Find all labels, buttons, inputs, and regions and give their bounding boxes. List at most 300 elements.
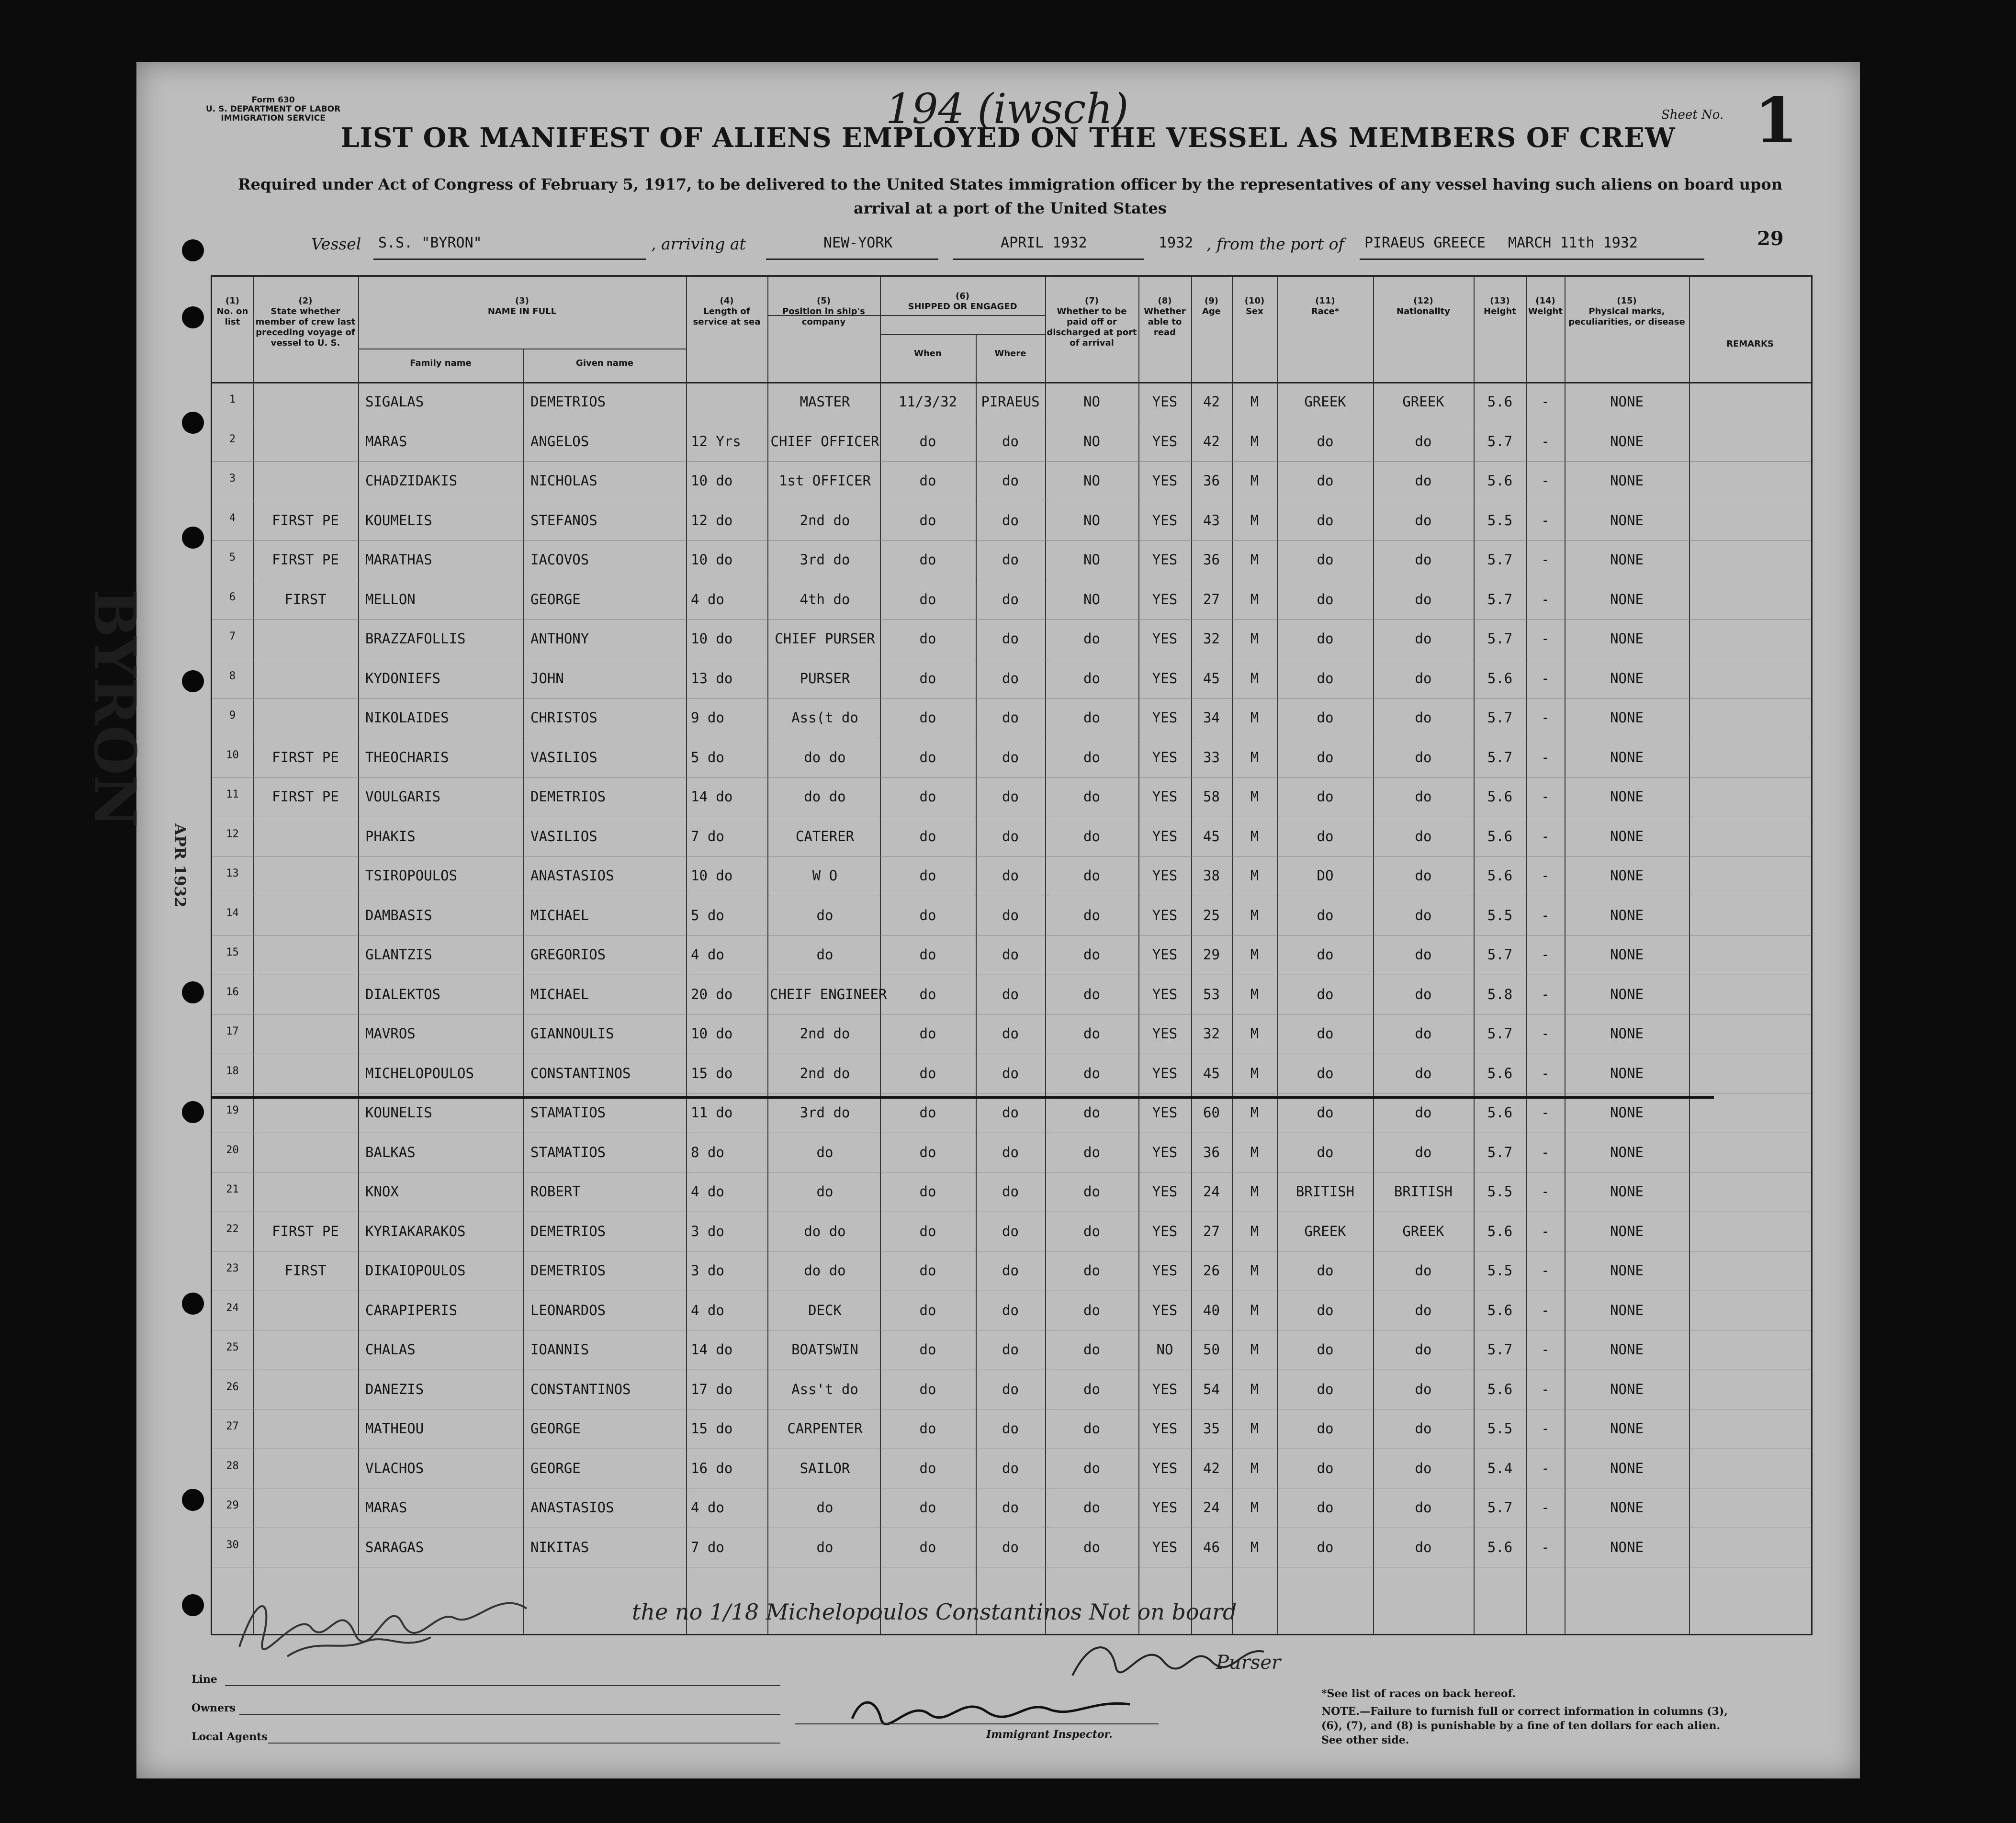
row-20-family: BALKAS [365, 1144, 416, 1160]
form-id [206, 96, 340, 123]
row-12-paid: do [1083, 828, 1100, 844]
row-10-given: VASILIOS [530, 749, 597, 765]
row-2-paid: NO [1083, 433, 1100, 450]
row-4-service: 12 do [691, 512, 733, 529]
row-12-given: VASILIOS [530, 828, 597, 844]
arrival-date: APRIL 1932 [1001, 235, 1087, 251]
row-6-height: 5.7 [1487, 591, 1513, 608]
col-header-family-name: Family name [410, 358, 472, 368]
col-header-nationality: (12) Nationality [1397, 296, 1450, 316]
row-26-read: YES [1152, 1381, 1178, 1397]
row-2-service: 12 Yrs [691, 433, 741, 450]
row-8-service: 13 do [691, 670, 733, 686]
row-4-sex: M [1250, 512, 1259, 529]
row-6-where: do [1002, 591, 1019, 608]
col-header-race: (11) Race* [1311, 296, 1340, 316]
row-21-marks: NONE [1610, 1183, 1644, 1200]
row-22-race: GREEK [1304, 1223, 1346, 1239]
row-10-height: 5.7 [1487, 749, 1513, 765]
row-10-prev: FIRST PE [272, 749, 339, 765]
row-12-service: 7 do [691, 828, 724, 844]
row-19-paid: do [1083, 1104, 1100, 1121]
row-9-service: 9 do [691, 709, 724, 726]
row-6-position: 4th do [800, 591, 850, 608]
row-12-weight: - [1541, 828, 1550, 844]
row-11-given: DEMETRIOS [530, 788, 606, 805]
row-14-given: MICHAEL [530, 907, 589, 923]
row-23-height: 5.5 [1487, 1262, 1513, 1279]
owners-label: Owners [191, 1702, 236, 1714]
row-23-no: 23 [226, 1262, 239, 1274]
row-2-nationality: do [1415, 433, 1432, 450]
row-28-height: 5.4 [1487, 1460, 1513, 1476]
row-11-no: 11 [226, 788, 239, 800]
agents-label: Local Agents [191, 1731, 268, 1743]
row-13-age: 38 [1203, 867, 1220, 884]
row-10-sex: M [1250, 749, 1259, 765]
row-9-race: do [1317, 709, 1334, 726]
row-18-nationality: do [1415, 1065, 1432, 1081]
row-18-no: 18 [226, 1065, 239, 1077]
row-16-position: CHEIF ENGINEER [770, 986, 887, 1002]
row-15-read: YES [1152, 946, 1178, 963]
row-19-sex: M [1250, 1104, 1259, 1121]
row-28-position: SAILOR [800, 1460, 850, 1476]
row-21-nationality: BRITISH [1394, 1183, 1453, 1200]
form-number: Form 630 [251, 95, 295, 105]
row-9-paid: do [1083, 709, 1100, 726]
row-7-position: CHIEF PURSER [775, 630, 875, 647]
row-30-height: 5.6 [1487, 1539, 1513, 1555]
row-15-service: 4 do [691, 946, 724, 963]
row-3-where: do [1002, 473, 1019, 489]
row-2-no: 2 [229, 433, 236, 445]
row-18-given: CONSTANTINOS [530, 1065, 631, 1081]
row-8-family: KYDONIEFS [365, 670, 441, 686]
row-10-service: 5 do [691, 749, 724, 765]
row-6-service: 4 do [691, 591, 724, 608]
row-29-no: 29 [226, 1499, 239, 1511]
departure-port: PIRAEUS GREECE [1364, 235, 1486, 251]
row-5-race: do [1317, 551, 1334, 568]
row-3-sex: M [1250, 473, 1259, 489]
row-3-paid: NO [1083, 473, 1100, 489]
row-18-position: 2nd do [800, 1065, 850, 1081]
row-21-when: do [919, 1183, 936, 1200]
row-19-age: 60 [1203, 1104, 1220, 1121]
row-3-family: CHADZIDAKIS [365, 473, 458, 489]
row-26-age: 54 [1203, 1381, 1220, 1397]
row-15-no: 15 [226, 946, 239, 958]
row-3-age: 36 [1203, 473, 1220, 489]
row-28-sex: M [1250, 1460, 1259, 1476]
row-22-no: 22 [226, 1223, 239, 1235]
row-18-weight: - [1541, 1065, 1550, 1081]
row-13-service: 10 do [691, 867, 733, 884]
row-28-paid: do [1083, 1460, 1100, 1476]
row-4-when: do [919, 512, 936, 529]
row-1-height: 5.6 [1487, 394, 1513, 410]
row-5-height: 5.7 [1487, 551, 1513, 568]
row-10-race: do [1317, 749, 1334, 765]
row-30-given: NIKITAS [530, 1539, 589, 1555]
row-27-when: do [919, 1420, 936, 1437]
row-22-height: 5.6 [1487, 1223, 1513, 1239]
row-1-no: 1 [229, 394, 236, 405]
row-21-height: 5.5 [1487, 1183, 1513, 1200]
row-9-read: YES [1152, 709, 1178, 726]
row-20-given: STAMATIOS [530, 1144, 606, 1160]
col-header-age: (9) Age [1202, 296, 1221, 316]
row-28-nationality: do [1415, 1460, 1432, 1476]
row-25-sex: M [1250, 1341, 1259, 1358]
row-2-race: do [1317, 433, 1334, 450]
row-26-where: do [1002, 1381, 1019, 1397]
captain-signature [230, 1580, 555, 1666]
row-4-age: 43 [1203, 512, 1220, 529]
row-26-when: do [919, 1381, 936, 1397]
row-30-sex: M [1250, 1539, 1259, 1555]
row-10-age: 33 [1203, 749, 1220, 765]
row-5-position: 3rd do [800, 551, 850, 568]
row-3-given: NICHOLAS [530, 473, 597, 489]
row-21-no: 21 [226, 1183, 239, 1195]
row-11-paid: do [1083, 788, 1100, 805]
row-7-race: do [1317, 630, 1334, 647]
row-25-read: NO [1156, 1341, 1173, 1358]
row-12-no: 12 [226, 828, 239, 840]
row-29-position: do [816, 1499, 833, 1516]
row-23-service: 3 do [691, 1262, 724, 1279]
row-1-sex: M [1250, 394, 1259, 410]
row-9-no: 9 [229, 709, 236, 721]
row-16-age: 53 [1203, 986, 1220, 1002]
row-10-no: 10 [226, 749, 239, 761]
row-8-age: 45 [1203, 670, 1220, 686]
row-30-paid: do [1083, 1539, 1100, 1555]
row-12-nationality: do [1415, 828, 1432, 844]
row-16-nationality: do [1415, 986, 1432, 1002]
row-15-when: do [919, 946, 936, 963]
row-16-paid: do [1083, 986, 1100, 1002]
row-7-nationality: do [1415, 630, 1432, 647]
row-16-where: do [1002, 986, 1019, 1002]
row-17-weight: - [1541, 1025, 1550, 1042]
row-20-race: do [1317, 1144, 1334, 1160]
row-27-no: 27 [226, 1420, 239, 1432]
row-2-weight: - [1541, 433, 1550, 450]
row-1-family: SIGALAS [365, 394, 424, 410]
department: U. S. DEPARTMENT OF LABOR [206, 104, 341, 114]
row-4-given: STEFANOS [530, 512, 597, 529]
row-28-given: GEORGE [530, 1460, 581, 1476]
row-25-service: 14 do [691, 1341, 733, 1358]
row-11-prev: FIRST PE [272, 788, 339, 805]
row-28-where: do [1002, 1460, 1019, 1476]
row-7-paid: do [1083, 630, 1100, 647]
col-header-name: (3) NAME IN FULL [487, 296, 557, 316]
row-26-nationality: do [1415, 1381, 1432, 1397]
row-14-height: 5.5 [1487, 907, 1513, 923]
row-22-paid: do [1083, 1223, 1100, 1239]
row-28-family: VLACHOS [365, 1460, 424, 1476]
row-14-age: 25 [1203, 907, 1220, 923]
row-8-weight: - [1541, 670, 1550, 686]
row-8-height: 5.6 [1487, 670, 1513, 686]
row-17-sex: M [1250, 1025, 1259, 1042]
row-15-where: do [1002, 946, 1019, 963]
row-4-nationality: do [1415, 512, 1432, 529]
row-16-read: YES [1152, 986, 1178, 1002]
row-25-where: do [1002, 1341, 1019, 1358]
row-26-height: 5.6 [1487, 1381, 1513, 1397]
row-5-read: YES [1152, 551, 1178, 568]
row-23-where: do [1002, 1262, 1019, 1279]
corner-number: 29 [1757, 227, 1784, 250]
row-1-read: YES [1152, 394, 1178, 410]
row-20-sex: M [1250, 1144, 1259, 1160]
row-11-marks: NONE [1610, 788, 1644, 805]
row-1-position: MASTER [800, 394, 850, 410]
row-25-no: 25 [226, 1341, 239, 1353]
row-3-height: 5.6 [1487, 473, 1513, 489]
row-11-service: 14 do [691, 788, 733, 805]
row-20-marks: NONE [1610, 1144, 1644, 1160]
row-8-race: do [1317, 670, 1334, 686]
row-13-race: DO [1317, 867, 1334, 884]
row-30-when: do [919, 1539, 936, 1555]
row-19-given: STAMATIOS [530, 1104, 606, 1121]
row-19-read: YES [1152, 1104, 1178, 1121]
row-7-weight: - [1541, 630, 1550, 647]
row-4-race: do [1317, 512, 1334, 529]
row-28-read: YES [1152, 1460, 1178, 1476]
row-18-family: MICHELOPOULOS [365, 1065, 474, 1081]
row-5-prev: FIRST PE [272, 551, 339, 568]
row-12-race: do [1317, 828, 1334, 844]
row-30-age: 46 [1203, 1539, 1220, 1555]
row-24-nationality: do [1415, 1302, 1432, 1318]
row-7-marks: NONE [1610, 630, 1644, 647]
row-4-height: 5.5 [1487, 512, 1513, 529]
row-28-when: do [919, 1460, 936, 1476]
row-11-position: do do [804, 788, 846, 805]
row-30-no: 30 [226, 1539, 239, 1551]
row-15-weight: - [1541, 946, 1550, 963]
row-24-given: LEONARDOS [530, 1302, 606, 1318]
row-2-sex: M [1250, 433, 1259, 450]
row-18-race: do [1317, 1065, 1334, 1081]
page-subtitle: Required under Act of Congress of February 5, 1917, to be delivered to the United States immigration officer by the representatives of any vessel having such aliens on board upon arrival at a port of the United States [238, 175, 1782, 217]
row-16-given: MICHAEL [530, 986, 589, 1002]
row-16-race: do [1317, 986, 1334, 1002]
row-21-position: do [816, 1183, 833, 1200]
row-8-paid: do [1083, 670, 1100, 686]
row-24-where: do [1002, 1302, 1019, 1318]
row-29-age: 24 [1203, 1499, 1220, 1516]
row-29-paid: do [1083, 1499, 1100, 1516]
row-17-paid: do [1083, 1025, 1100, 1042]
row-16-weight: - [1541, 986, 1550, 1002]
row-28-weight: - [1541, 1460, 1550, 1476]
row-29-where: do [1002, 1499, 1019, 1516]
row-22-service: 3 do [691, 1223, 724, 1239]
row-24-read: YES [1152, 1302, 1178, 1318]
row-9-nationality: do [1415, 709, 1432, 726]
row-10-paid: do [1083, 749, 1100, 765]
row-15-family: GLANTZIS [365, 946, 432, 963]
row-30-nationality: do [1415, 1539, 1432, 1555]
row-8-when: do [919, 670, 936, 686]
col-header-service: (4) Length of service at sea [693, 296, 761, 327]
row-7-where: do [1002, 630, 1019, 647]
row-13-family: TSIROPOULOS [365, 867, 458, 884]
row-9-family: NIKOLAIDES [365, 709, 449, 726]
row-25-race: do [1317, 1341, 1334, 1358]
row-22-position: do do [804, 1223, 846, 1239]
row-15-race: do [1317, 946, 1334, 963]
row-12-position: CATERER [795, 828, 855, 844]
row-20-where: do [1002, 1144, 1019, 1160]
row-30-family: SARAGAS [365, 1539, 424, 1555]
row-27-where: do [1002, 1420, 1019, 1437]
row-4-position: 2nd do [800, 512, 850, 529]
row-5-paid: NO [1083, 551, 1100, 568]
row-17-race: do [1317, 1025, 1334, 1042]
row-26-race: do [1317, 1381, 1334, 1397]
row-9-sex: M [1250, 709, 1259, 726]
row-11-weight: - [1541, 788, 1550, 805]
row-18-sex: M [1250, 1065, 1259, 1081]
row-12-sex: M [1250, 828, 1259, 844]
row-10-where: do [1002, 749, 1019, 765]
row-11-height: 5.6 [1487, 788, 1513, 805]
row-21-service: 4 do [691, 1183, 724, 1200]
row-9-height: 5.7 [1487, 709, 1513, 726]
row-8-given: JOHN [530, 670, 564, 686]
row-4-prev: FIRST PE [272, 512, 339, 529]
row-23-paid: do [1083, 1262, 1100, 1279]
row-14-marks: NONE [1610, 907, 1644, 923]
purser-role: Purser [1216, 1652, 1281, 1674]
row-23-sex: M [1250, 1262, 1259, 1279]
row-17-age: 32 [1203, 1025, 1220, 1042]
from-label: , from the port of [1206, 235, 1344, 253]
col-header-given-name: Given name [576, 358, 633, 368]
row-30-weight: - [1541, 1539, 1550, 1555]
sheet-number: 1 [1755, 84, 1798, 157]
row-25-position: BOATSWIN [791, 1341, 858, 1358]
row-24-sex: M [1250, 1302, 1259, 1318]
row-12-read: YES [1152, 828, 1178, 844]
row-22-where: do [1002, 1223, 1019, 1239]
row-5-marks: NONE [1610, 551, 1644, 568]
row-29-marks: NONE [1610, 1499, 1644, 1516]
row-1-where: PIRAEUS [981, 394, 1040, 410]
row-5-where: do [1002, 551, 1019, 568]
row-4-marks: NONE [1610, 512, 1644, 529]
row-17-family: MAVROS [365, 1025, 416, 1042]
row-3-race: do [1317, 473, 1334, 489]
row-14-position: do [816, 907, 833, 923]
row-24-family: CARAPIPERIS [365, 1302, 458, 1318]
row-18-read: YES [1152, 1065, 1178, 1081]
col-header-where: Where [994, 349, 1026, 359]
row-9-where: do [1002, 709, 1019, 726]
strike-through-row-18 [211, 1096, 1714, 1099]
row-11-read: YES [1152, 788, 1178, 805]
row-29-sex: M [1250, 1499, 1259, 1516]
row-19-marks: NONE [1610, 1104, 1644, 1121]
row-2-position: CHIEF OFFICER [770, 433, 879, 450]
row-16-no: 16 [226, 986, 239, 998]
row-16-service: 20 do [691, 986, 733, 1002]
row-28-service: 16 do [691, 1460, 733, 1476]
row-26-weight: - [1541, 1381, 1550, 1397]
row-22-family: KYRIAKARAKOS [365, 1223, 466, 1239]
row-30-marks: NONE [1610, 1539, 1644, 1555]
page-title: LIST OR MANIFEST OF ALIENS EMPLOYED ON THE VESSEL AS MEMBERS OF CREW [340, 122, 1676, 154]
row-21-given: ROBERT [530, 1183, 581, 1200]
row-12-where: do [1002, 828, 1019, 844]
row-18-age: 45 [1203, 1065, 1220, 1081]
row-5-nationality: do [1415, 551, 1432, 568]
row-16-sex: M [1250, 986, 1259, 1002]
row-28-race: do [1317, 1460, 1334, 1476]
row-27-race: do [1317, 1420, 1334, 1437]
row-3-read: YES [1152, 473, 1178, 489]
row-21-read: YES [1152, 1183, 1178, 1200]
row-14-nationality: do [1415, 907, 1432, 923]
row-29-when: do [919, 1499, 936, 1516]
races-note: *See list of races on back hereof. [1321, 1688, 1516, 1700]
row-29-weight: - [1541, 1499, 1550, 1516]
row-23-race: do [1317, 1262, 1334, 1279]
row-7-sex: M [1250, 630, 1259, 647]
row-11-sex: M [1250, 788, 1259, 805]
row-25-when: do [919, 1341, 936, 1358]
row-22-marks: NONE [1610, 1223, 1644, 1239]
row-6-weight: - [1541, 591, 1550, 608]
row-25-given: IOANNIS [530, 1341, 589, 1358]
row-11-nationality: do [1415, 788, 1432, 805]
col-header-sex: (10) Sex [1244, 296, 1265, 316]
row-6-race: do [1317, 591, 1334, 608]
row-25-nationality: do [1415, 1341, 1432, 1358]
row-9-when: do [919, 709, 936, 726]
row-13-height: 5.6 [1487, 867, 1513, 884]
row-13-when: do [919, 867, 936, 884]
row-11-age: 58 [1203, 788, 1220, 805]
row-6-sex: M [1250, 591, 1259, 608]
row-12-height: 5.6 [1487, 828, 1513, 844]
row-21-weight: - [1541, 1183, 1550, 1200]
row-13-nationality: do [1415, 867, 1432, 884]
row-22-prev: FIRST PE [272, 1223, 339, 1239]
row-10-family: THEOCHARIS [365, 749, 449, 765]
row-19-height: 5.6 [1487, 1104, 1513, 1121]
row-6-age: 27 [1203, 591, 1220, 608]
row-17-where: do [1002, 1025, 1019, 1042]
row-20-service: 8 do [691, 1144, 724, 1160]
row-25-paid: do [1083, 1341, 1100, 1358]
row-4-paid: NO [1083, 512, 1100, 529]
row-20-nationality: do [1415, 1144, 1432, 1160]
row-14-sex: M [1250, 907, 1259, 923]
row-15-age: 29 [1203, 946, 1220, 963]
row-23-position: do do [804, 1262, 846, 1279]
side-date: APR 1932 [171, 823, 189, 908]
